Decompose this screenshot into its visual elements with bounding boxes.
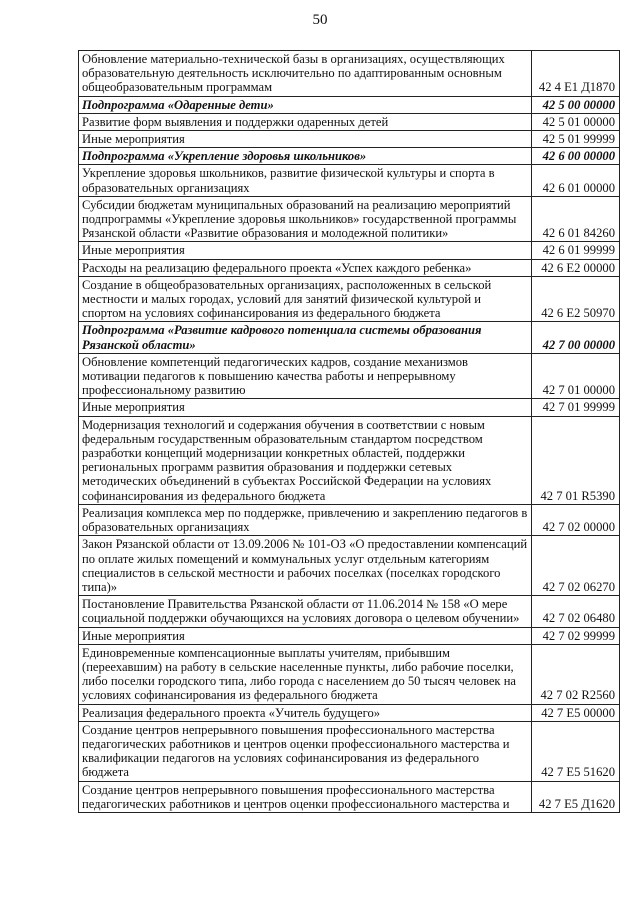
table-row	[79, 644, 620, 704]
table-row	[79, 504, 620, 535]
row-name: Иные мероприятия	[79, 627, 532, 644]
row-code: 42 6 01 00000	[532, 165, 620, 196]
table-row	[79, 536, 620, 596]
row-name: Создание в общеобразовательных организациях, расположенных в сельской местности и малых городах, условий для занятий физической культурой и спортом на условиях софинансирования из федерального бюджета	[79, 276, 532, 322]
row-code: 42 7 02 00000	[532, 504, 620, 535]
table-row	[79, 416, 620, 504]
row-name: Иные мероприятия	[79, 399, 532, 416]
row-name: Иные мероприятия	[79, 242, 532, 259]
budget-classification-table	[78, 50, 620, 813]
table-row	[79, 399, 620, 416]
row-code: 42 6 01 84260	[532, 196, 620, 242]
row-code: 42 7 00 00000	[532, 322, 620, 353]
row-code: 42 7 01 99999	[532, 399, 620, 416]
table-row	[79, 131, 620, 148]
row-name: Расходы на реализацию федерального проекта «Успех каждого ребенка»	[79, 259, 532, 276]
table-row	[79, 196, 620, 242]
row-code: 42 5 00 00000	[532, 96, 620, 113]
row-name: Реализация федерального проекта «Учитель будущего»	[79, 704, 532, 721]
row-code: 42 4 E1 Д1870	[532, 51, 620, 97]
row-code: 42 6 E2 00000	[532, 259, 620, 276]
subprogram-row	[79, 322, 620, 353]
subprogram-row	[79, 148, 620, 165]
table-row	[79, 596, 620, 627]
row-code: 42 6 E2 50970	[532, 276, 620, 322]
row-code: 42 5 01 00000	[532, 113, 620, 130]
table-row	[79, 51, 620, 97]
table-row	[79, 781, 620, 812]
row-code: 42 7 02 R2560	[532, 644, 620, 704]
table-row	[79, 165, 620, 196]
table-row	[79, 627, 620, 644]
row-code: 42 7 01 R5390	[532, 416, 620, 504]
row-code: 42 7 E5 00000	[532, 704, 620, 721]
row-code: 42 7 02 06480	[532, 596, 620, 627]
table-row	[79, 353, 620, 399]
row-name: Закон Рязанской области от 13.09.2006 № 101-ОЗ «О предоставлении компенсаций по оплате жилых помещений и коммунальных услуг отдельным категориям специалистов в сельской местности и рабочих поселках (поселках городского типа)»	[79, 536, 532, 596]
row-code: 42 5 01 99999	[532, 131, 620, 148]
table-row	[79, 276, 620, 322]
row-code: 42 6 00 00000	[532, 148, 620, 165]
table-body	[79, 51, 620, 813]
row-code: 42 7 E5 Д1620	[532, 781, 620, 812]
row-name: Создание центров непрерывного повышения профессионального мастерства педагогических работников и центров оценки профессионального мастерства и	[79, 781, 532, 812]
row-name: Подпрограмма «Укрепление здоровья школьников»	[79, 148, 532, 165]
row-code: 42 7 01 00000	[532, 353, 620, 399]
row-code: 42 6 01 99999	[532, 242, 620, 259]
table-row	[79, 704, 620, 721]
table-row	[79, 259, 620, 276]
page-number: 50	[312, 12, 328, 28]
row-name: Подпрограмма «Одаренные дети»	[79, 96, 532, 113]
table-row	[79, 113, 620, 130]
row-name: Реализация комплекса мер по поддержке, привлечению и закреплению педагогов в образовательных организациях	[79, 504, 532, 535]
row-name: Обновление материально-технической базы в организациях, осуществляющих образовательную деятельность исключительно по адаптированным основным общеобразовательным программам	[79, 51, 532, 97]
row-name: Единовременные компенсационные выплаты учителям, прибывшим (переехавшим) на работу в сельские населенные пункты, либо рабочие поселки, либо поселки городского типа, либо города с населением до 50 тысяч человек на условиях софинансирования из федерального бюджета	[79, 644, 532, 704]
row-name: Субсидии бюджетам муниципальных образований на реализацию мероприятий подпрограммы «Укрепление здоровья школьников» государственной программы Рязанской области «Развитие образования и молодежной политики»	[79, 196, 532, 242]
table-row	[79, 721, 620, 781]
row-name: Создание центров непрерывного повышения профессионального мастерства педагогических работников и центров оценки профессионального мастерства и квалификации педагогов на условиях софинансирования из федерального бюджета	[79, 721, 532, 781]
subprogram-row	[79, 96, 620, 113]
table-row	[79, 242, 620, 259]
row-code: 42 7 E5 51620	[532, 721, 620, 781]
row-name: Иные мероприятия	[79, 131, 532, 148]
row-name: Подпрограмма «Развитие кадрового потенциала системы образования Рязанской области»	[79, 322, 532, 353]
row-code: 42 7 02 99999	[532, 627, 620, 644]
row-name: Укрепление здоровья школьников, развитие физической культуры и спорта в образовательных организациях	[79, 165, 532, 196]
row-code: 42 7 02 06270	[532, 536, 620, 596]
row-name: Развитие форм выявления и поддержки одаренных детей	[79, 113, 532, 130]
row-name: Обновление компетенций педагогических кадров, создание механизмов мотивации педагогов к повышению качества работы и непрерывному профессиональному развитию	[79, 353, 532, 399]
row-name: Постановление Правительства Рязанской области от 11.06.2014 № 158 «О мере социальной поддержки обучающихся на условиях договора о целевом обучении»	[79, 596, 532, 627]
row-name: Модернизация технологий и содержания обучения в соответствии с новым федеральным государственным образовательным стандартом посредством разработки концепций модернизации конкретных областей, поддержки региональных программ развития образования и поддержки сетевых методических объединений в субъектах Российской Федерации на условиях софинансирования из федерального бюджета	[79, 416, 532, 504]
